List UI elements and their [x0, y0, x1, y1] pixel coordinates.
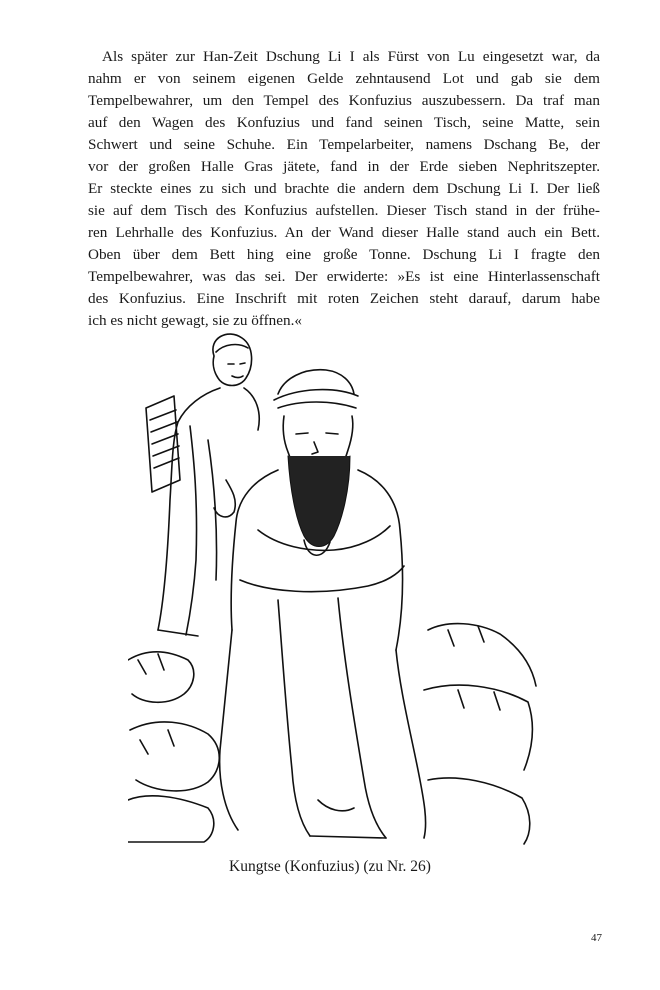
servant-figure: [158, 334, 259, 636]
text-line: Als später zur Han-Zeit Dschung Li I als Fürst von Lu eingesetzt war, da: [102, 48, 600, 65]
confucius-illustration: [128, 330, 538, 850]
body-paragraph: [88, 46, 600, 332]
text-line: auf den Wagen des Konfuzius und fand seinen Tisch, seine Matte, sein: [88, 114, 600, 131]
page-number: 47: [591, 932, 602, 944]
text-line: des Konfuzius. Eine Inschrift mit roten Zeichen steht darauf, darum habe: [88, 290, 600, 307]
figure-caption: Kungtse (Konfuzius) (zu Nr. 26): [229, 858, 431, 875]
confucius-figure: [220, 370, 426, 838]
text-line: vor der großen Halle Gras jätete, fand in der Erde sieben Nephritszepter.: [88, 158, 600, 175]
text-line: Tempelbewahrer, was das sei. Der erwiderte: »Es ist eine Hinterlassenschaft: [88, 268, 600, 285]
text-line: ren Lehrhalle des Konfuzius. An der Wand dieser Halle stand auch ein Bett.: [88, 224, 600, 241]
text-line: Er steckte eines zu sich und brachte die andern dem Dschung Li I. Der ließ: [88, 180, 600, 197]
text-line: Schwert und seine Schuhe. Ein Tempelarbeiter, namens Dschang Be, der: [88, 136, 600, 153]
text-line: sie auf dem Tisch des Konfuzius aufstellen. Dieser Tisch stand in der frühe-: [88, 202, 600, 219]
text-line: Oben über dem Bett hing eine große Tonne. Dschung Li I fragte den: [88, 246, 600, 263]
rocks-background: [128, 624, 536, 844]
text-line: nahm er von seinem eigenen Gelde zehntausend Lot und gab sie dem: [88, 70, 600, 87]
book-bundle: [146, 396, 180, 492]
text-line: ich es nicht gewagt, sie zu öffnen.«: [88, 312, 302, 329]
text-line: Tempelbewahrer, um den Tempel des Konfuzius auszubessern. Da traf man: [88, 92, 600, 109]
